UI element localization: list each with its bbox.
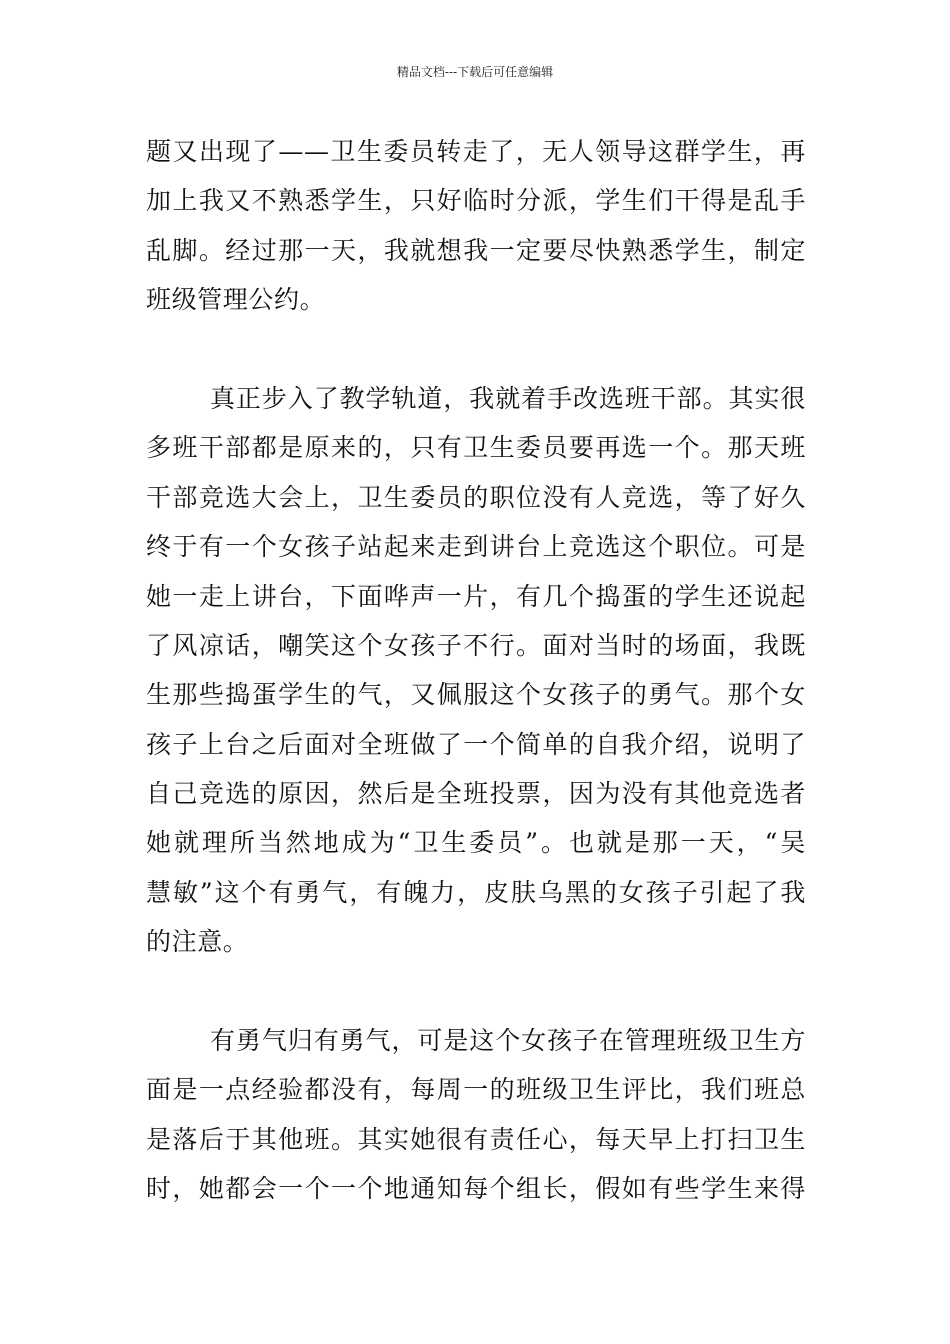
text-line: 自己竞选的原因，然后是全班投票，因为没有其他竞选者 (146, 779, 806, 809)
text-line: 了风凉话，嘲笑这个女孩子不行。面对当时的场面，我既 (146, 630, 806, 660)
text-line: 班级管理公约。 (146, 285, 326, 315)
text-line: 孩子上台之后面对全班做了一个简单的自我介绍，说明了 (146, 729, 806, 759)
paragraph-1 (146, 127, 806, 325)
text-line: 题又出现了——卫生委员转走了，无人领导这群学生，再 (146, 137, 806, 166)
text-line: 干部竞选大会上，卫生委员的职位没有人竞选，等了好久 (146, 482, 806, 512)
text-line: 加上我又不熟悉学生，只好临时分派，学生们干得是乱手 (146, 186, 806, 216)
text-line: 有勇气归有勇气，可是这个女孩子在管理班级卫生方 (210, 1026, 806, 1056)
text-line: 终于有一个女孩子站起来走到讲台上竞选这个职位。可是 (146, 532, 806, 562)
text-line: 时，她都会一个一个地通知每个组长，假如有些学生来得 (146, 1174, 806, 1204)
document-body (146, 127, 806, 1214)
text-line: 乱脚。经过那一天，我就想我一定要尽快熟悉学生，制定 (146, 235, 806, 265)
text-line: 真正步入了教学轨道，我就着手改选班干部。其实很 (210, 383, 806, 413)
text-line: 面是一点经验都没有，每周一的班级卫生评比，我们班总 (146, 1075, 806, 1105)
text-line: 的注意。 (146, 927, 249, 957)
text-line: 生那些捣蛋学生的气，又佩服这个女孩子的勇气。那个女 (146, 680, 806, 710)
paragraph-2 (146, 374, 806, 967)
text-line: 是落后于其他班。其实她很有责任心，每天早上打扫卫生 (146, 1124, 806, 1154)
paragraph-gap (146, 967, 806, 1016)
text-line: 她就理所当然地成为“卫生委员”。也就是那一天，“吴 (146, 828, 806, 858)
paragraph-gap (146, 325, 806, 374)
text-line: 慧敏”这个有勇气，有魄力，皮肤乌黑的女孩子引起了我 (146, 877, 806, 907)
page-header: 精品文档---下载后可任意编辑 (396, 65, 554, 79)
text-line: 她一走上讲台，下面哗声一片，有几个捣蛋的学生还说起 (146, 581, 806, 611)
text-line: 多班干部都是原来的，只有卫生委员要再选一个。那天班 (146, 433, 806, 463)
paragraph-3 (146, 1016, 806, 1214)
